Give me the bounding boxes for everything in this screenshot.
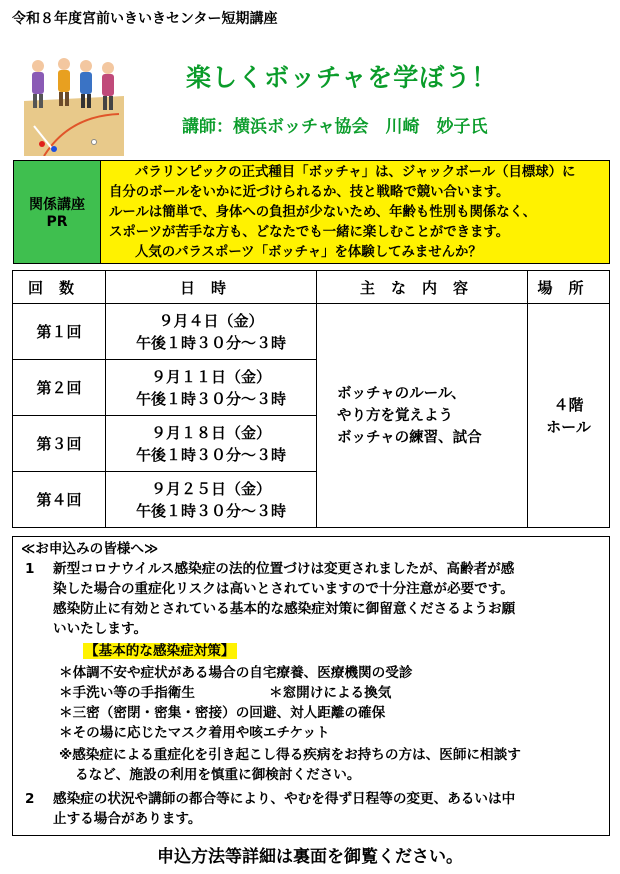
series-title: 令和８年度宮前いきいきセンター短期講座 bbox=[12, 11, 278, 27]
session-date: ９月１１日（金） bbox=[150, 367, 271, 386]
venue-floor: ４階 bbox=[553, 395, 584, 414]
session-date: ９月２５日（金） bbox=[150, 479, 271, 498]
measures-title bbox=[83, 641, 237, 661]
notice-line: 止する場合があります。 bbox=[53, 811, 202, 827]
schedule-row bbox=[13, 304, 610, 360]
pr-line: 自分のボールをいかに近づけられるか、技と戦略で競い合います。 bbox=[109, 185, 510, 200]
schedule-header-row bbox=[13, 271, 610, 304]
notice-item-number: 1 bbox=[25, 561, 35, 577]
session-number: 第１回 bbox=[13, 304, 106, 360]
venue bbox=[528, 304, 610, 528]
notice-line: 新型コロナウイルス感染症の法的位置づけは変更されましたが、高齢者が感 bbox=[53, 561, 515, 577]
session-number: 第２回 bbox=[13, 360, 106, 416]
session-number: 第４回 bbox=[13, 472, 106, 528]
session-datetime bbox=[106, 472, 317, 528]
header-place: 場所 bbox=[528, 271, 610, 304]
session-datetime bbox=[106, 416, 317, 472]
session-time: 午後１時３０分～３時 bbox=[135, 389, 286, 408]
measure-item: ＊その場に応じたマスク着用や咳エチケット bbox=[59, 725, 330, 741]
footer-note: 申込方法等詳細は裏面を御覧ください。 bbox=[157, 847, 463, 867]
pr-label-line2: PR bbox=[46, 214, 68, 230]
notice-item-number: 2 bbox=[25, 791, 35, 807]
header-count: 回数 bbox=[13, 271, 106, 304]
notice-box bbox=[12, 536, 610, 836]
measure-item: ＊体調不安や症状がある場合の自宅療養、医療機関の受診 bbox=[59, 665, 413, 681]
pr-text bbox=[101, 161, 609, 263]
schedule-table bbox=[12, 270, 610, 528]
measure-item: ＊窓開けによる換気 bbox=[269, 685, 392, 701]
notice-line: 感染症の状況や講師の都合等により、やむを得ず日程等の変更、あるいは中 bbox=[53, 791, 516, 807]
notice-line: 染した場合の重症化リスクは高いとされていますので十分注意が必要です。 bbox=[53, 581, 514, 597]
notice-line: いいたします。 bbox=[53, 621, 148, 637]
header-content: 主な内容 bbox=[317, 271, 528, 304]
caution-line: ※感染症による重症化を引き起こし得る疾病をお持ちの方は、医師に相談す bbox=[59, 747, 521, 763]
session-time: 午後１時３０分～３時 bbox=[135, 501, 286, 520]
measures-title-text: 【基本的な感染症対策】 bbox=[85, 643, 235, 659]
course-content bbox=[317, 304, 528, 528]
session-date: ９月１８日（金） bbox=[150, 423, 271, 442]
pr-label-line1: 関係講座 bbox=[29, 197, 85, 213]
session-time: 午後１時３０分～３時 bbox=[135, 333, 286, 352]
notice-line: 感染防止に有効とされている基本的な感染症対策に御留意くださるようお願 bbox=[53, 601, 516, 617]
content-line: やり方を覚えよう bbox=[337, 407, 453, 424]
pr-line: 人気のパラスポーツ「ボッチャ」を体験してみませんか？ bbox=[135, 245, 482, 260]
measure-item: ＊三密（密閉・密集・密接）の回避、対人距離の確保 bbox=[59, 705, 386, 721]
course-title: 楽しくボッチャを学ぼう！ bbox=[186, 63, 498, 92]
measure-item: ＊手洗い等の手指衛生 bbox=[59, 685, 195, 701]
boccia-players-illustration bbox=[24, 56, 124, 156]
session-datetime bbox=[106, 304, 317, 360]
pr-label bbox=[14, 161, 101, 263]
content-line: ボッチャのルール、 bbox=[337, 385, 466, 402]
notice-heading: ≪お申込みの皆様へ≫ bbox=[21, 541, 159, 557]
session-time: 午後１時３０分～３時 bbox=[135, 445, 286, 464]
lecturer-name: 講師：横浜ボッチャ協会 川崎 妙子氏 bbox=[182, 117, 488, 137]
header-datetime: 日時 bbox=[106, 271, 317, 304]
session-datetime bbox=[106, 360, 317, 416]
session-number: 第３回 bbox=[13, 416, 106, 472]
pr-line: ルールは簡単で、身体への負担が少ないため、年齢も性別も関係なく、 bbox=[109, 205, 537, 220]
pr-line: スポーツが苦手な方も、どなたでも一緒に楽しむことができます。 bbox=[109, 225, 510, 240]
session-date: ９月４日（金） bbox=[158, 311, 264, 330]
caution-line: るなど、施設の利用を慎重に御検討ください。 bbox=[75, 767, 361, 783]
pr-box bbox=[13, 160, 610, 264]
pr-line: パラリンピックの正式種目「ボッチャ」は、ジャックボール（目標球）に bbox=[135, 165, 576, 180]
content-line: ボッチャの練習、試合 bbox=[337, 429, 482, 446]
venue-room: ホール bbox=[546, 417, 591, 436]
